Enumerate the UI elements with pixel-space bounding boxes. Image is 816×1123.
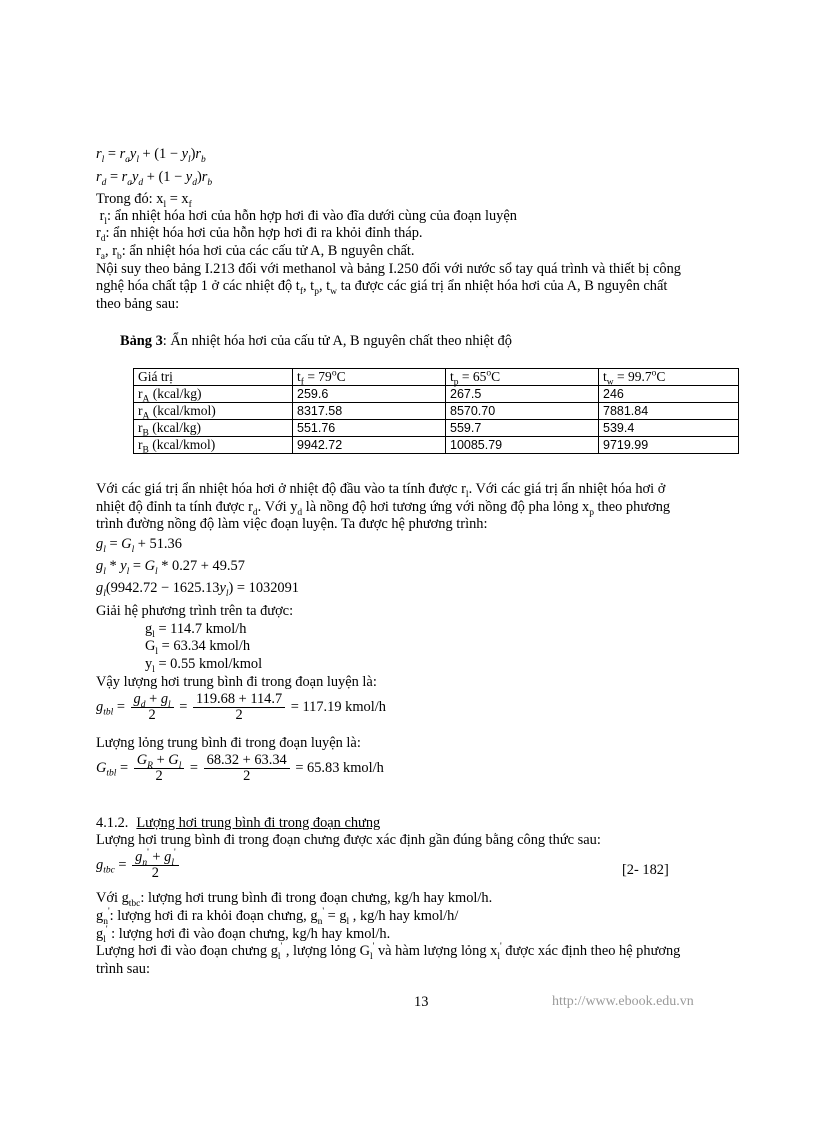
- section-intro: Lượng hơi trung bình đi trong đoạn chưng được xác định gần đúng bằng công thức sau:: [96, 832, 601, 848]
- paragraph-interpolation-1: Nội suy theo bảng I.213 đối với methanol và bảng I.250 đối với nước sổ tay quá trình và thiết bị công: [96, 261, 681, 277]
- table-caption: Bảng 3: Ẩn nhiệt hóa hơi của cấu tử A, B nguyên chất theo nhiệt độ: [120, 333, 512, 349]
- system-equation-1: $g_l = G_l + 51.36$: [96, 536, 182, 555]
- paragraph-stripping-1: Lượng hơi đi vào đoạn chưng $g_l'$ , lượng lỏng $G_l'$ và hàm lượng lỏng $x_l'$ được xác định theo hệ phương: [96, 942, 681, 962]
- avg-vapor-intro: Vậy lượng hơi trung bình đi trong đoạn luyện là:: [96, 674, 377, 690]
- table-row: [134, 437, 739, 454]
- table-cell: 559.7: [446, 420, 599, 437]
- paragraph-stripping-2: trình sau:: [96, 961, 150, 977]
- reference-citation: [2- 182]: [622, 862, 669, 878]
- latent-heat-table: [133, 368, 739, 454]
- avg-vapor-equation: $g_{tbl}$ = $\frac{g_d + g_l}{2}$ = $\frac{119.68 + 114.7}{2}$ = 117.19 kmol/h: [96, 691, 386, 723]
- definition-gtbc: Với $g_{tbc}$: lượng hơi trung bình đi trong đoạn chưng, kg/h hay kmol/h.: [96, 890, 493, 909]
- solve-y1: $y_l = 0.55$ kmol/kmol: [145, 656, 263, 675]
- header-cell-tf: $t_f = 79^oC$: [293, 369, 446, 386]
- row-label: $r_A$ (kcal/kg): [134, 386, 293, 403]
- paragraph-interpolation-2: nghệ hóa chất tập 1 ở các nhiệt độ $t_f$, $t_p$, $t_w$ ta được các giá trị ẩn nhiệt hóa hơi của A, B nguyên chất: [96, 278, 668, 297]
- solve-g1: $g_l = 114.7$ kmol/h: [145, 621, 247, 640]
- avg-liquid-equation: $G_{tbl}$ = $\frac{G_R + G_l}{2}$ = $\frac{68.32 + 63.34}{2}$ = 65.83 kmol/h: [96, 752, 384, 784]
- table-row: [134, 386, 739, 403]
- table-row: [134, 420, 739, 437]
- table-cell: 8570.70: [446, 403, 599, 420]
- solve-intro: Giải hệ phương trình trên ta được:: [96, 603, 294, 619]
- table-cell: 10085.79: [446, 437, 599, 454]
- table-cell: 539.4: [599, 420, 739, 437]
- table-cell: 8317.58: [293, 403, 446, 420]
- table-header-row: [134, 369, 739, 386]
- definition-rab: $r_a$, $r_b$: ẩn nhiệt hóa hơi của các cấu tử A, B nguyên chất.: [96, 243, 415, 262]
- paragraph-after-table-2: nhiệt độ đỉnh ta tính được $r_d$. Với $y_d$ là nồng độ hơi tương ứng với nồng độ pha lỏng $x_p$ theo phương: [96, 499, 671, 518]
- row-label: $r_B$ (kcal/kg): [134, 420, 293, 437]
- table-cell: 9942.72: [293, 437, 446, 454]
- header-cell-tp: $t_p = 65^oC$: [446, 369, 599, 386]
- avg-vapor-stripping-equation: $g_{tbc}$ = $\frac{g_n' + g_l'}{2}$: [96, 850, 181, 881]
- definition-where: Trong đó: $x_l = x_f$: [96, 191, 192, 210]
- system-equation-3: $g_l(9942.72 - 1625.13y_l) = 1032091$: [96, 580, 300, 599]
- footer-url: http://www.ebook.edu.vn: [552, 994, 694, 1009]
- section-heading: 4.1.2. Lượng hơi trung bình đi trong đoạn chưng: [96, 815, 381, 831]
- table-cell: 267.5: [446, 386, 599, 403]
- equation-rd: $r_d = r_ay_d + (1 - y_d)r_b$: [96, 169, 213, 188]
- row-label: $r_B$ (kcal/kmol): [134, 437, 293, 454]
- table-cell: 7881.84: [599, 403, 739, 420]
- definition-gn: $g_n'$: lượng hơi đi ra khỏi đoạn chưng, $g_n' = g_l$ , kg/h hay kmol/h/: [96, 907, 459, 927]
- solve-G1: $G_l = 63.34$ kmol/h: [145, 638, 251, 657]
- header-cell-tw: $t_w = 99.7^oC$: [599, 369, 739, 386]
- equation-rl: $r_l = r_ay_l + (1 - y_l)r_b$: [96, 146, 206, 165]
- table-cell: 246: [599, 386, 739, 403]
- table-cell: 259.6: [293, 386, 446, 403]
- table-row: [134, 403, 739, 420]
- table-cell: 551.76: [293, 420, 446, 437]
- definition-rd: $r_d$: ẩn nhiệt hóa hơi của hỗn hợp hơi đi ra khỏi đỉnh tháp.: [96, 225, 423, 244]
- page-number: 13: [414, 994, 429, 1010]
- paragraph-after-table-3: trình đường nồng độ làm việc đoạn luyện. Ta được hệ phương trình:: [96, 516, 488, 532]
- table-cell: 9719.99: [599, 437, 739, 454]
- system-equation-2: $g_l * y_l = G_l * 0.27 + 49.57$: [96, 558, 245, 577]
- definition-g1: $g_l'$ : lượng hơi đi vào đoạn chưng, kg/h hay kmol/h.: [96, 925, 391, 945]
- row-label: $r_A$ (kcal/kmol): [134, 403, 293, 420]
- paragraph-interpolation-3: theo bảng sau:: [96, 296, 180, 312]
- definition-rl: $r_l$: ẩn nhiệt hóa hơi của hỗn hợp hơi đi vào đĩa dưới cùng của đoạn luyện: [96, 208, 517, 227]
- paragraph-after-table-1: Với các giá trị ẩn nhiệt hóa hơi ở nhiệt độ đầu vào ta tính được $r_l$. Với các giá trị ẩn nhiệt hóa hơi ở: [96, 481, 666, 500]
- avg-liquid-intro: Lượng lỏng trung bình đi trong đoạn luyện là:: [96, 735, 361, 751]
- header-cell-value: Giá trị: [134, 369, 293, 386]
